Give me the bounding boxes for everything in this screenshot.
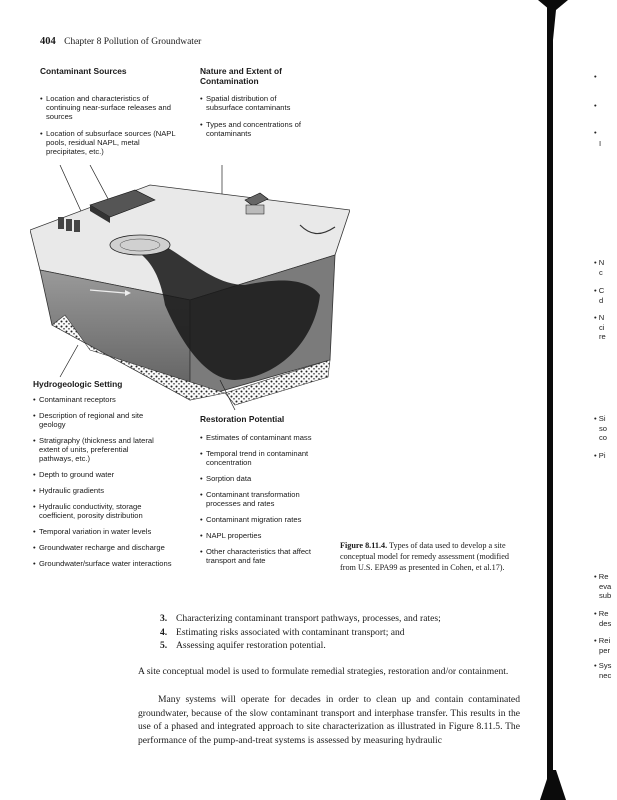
leader-line bbox=[60, 345, 78, 377]
list-item: • Stratigraphy (thickness and lateral extent of units, preferential pathways, etc.) bbox=[33, 436, 164, 463]
right-fragment: des bbox=[599, 619, 612, 628]
figure-caption-text: Types of data used to develop a site conceptual model for remedy assessment (modified from U.S. EPA99 as presented in Cohen, et al.17). bbox=[340, 541, 509, 572]
chapter-title: Chapter 8 Pollution of Groundwater bbox=[64, 37, 202, 47]
surface-pond bbox=[110, 235, 170, 255]
body-paragraph: A site conceptual model is used to formulate remedial strategies, restoration and/or containment. bbox=[138, 666, 509, 677]
list-item: • Description of regional and site geology bbox=[33, 411, 159, 429]
right-fragment: nec bbox=[599, 671, 612, 680]
right-fragment: • Re bbox=[594, 572, 609, 581]
list-item: • Depth to ground water bbox=[33, 470, 193, 479]
restoration-potential-title: Restoration Potential bbox=[200, 414, 285, 424]
right-fragment: • bbox=[594, 128, 597, 137]
site-conceptual-block-diagram bbox=[30, 165, 350, 415]
list-item: • Contaminant migration rates bbox=[200, 515, 330, 524]
storage-tank bbox=[74, 220, 80, 232]
right-fragment: re bbox=[599, 332, 606, 341]
list-item: • Estimates of contaminant mass bbox=[200, 433, 330, 442]
right-fragment: • bbox=[594, 72, 597, 81]
right-fragment: • Pi bbox=[594, 451, 606, 460]
binding-notch-bottom bbox=[540, 770, 566, 800]
list-item: • Location of subsurface sources (NAPL pools, residual NAPL, metal precipitates, etc.) bbox=[40, 129, 176, 156]
list-item: • Location and characteristics of continuing near-surface releases and sources bbox=[40, 94, 174, 121]
binding-shadow bbox=[547, 0, 553, 800]
list-item: • Groundwater recharge and discharge bbox=[33, 543, 193, 552]
list-item: • Other characteristics that affect transport and fate bbox=[200, 547, 334, 565]
running-header bbox=[40, 36, 201, 47]
list-item: • Temporal trend in contaminant concentration bbox=[200, 449, 326, 467]
binding-notch-top bbox=[538, 0, 568, 40]
right-fragment: • Si bbox=[594, 414, 606, 423]
right-fragment: c bbox=[599, 268, 603, 277]
list-item: • Spatial distribution of subsurface contaminants bbox=[200, 94, 310, 112]
figure-caption bbox=[340, 540, 520, 573]
nature-extent-title: Nature and Extent of Contamination bbox=[200, 66, 282, 86]
list-item: • Temporal variation in water levels bbox=[33, 527, 193, 536]
right-fragment: so bbox=[599, 424, 608, 433]
right-fragment: per bbox=[599, 646, 610, 655]
right-fragment: • Re bbox=[594, 609, 609, 618]
contaminant-sources-list bbox=[40, 94, 200, 156]
list-item: 5. Assessing aquifer restoration potential. bbox=[160, 640, 326, 651]
right-fragment: sub bbox=[599, 591, 612, 600]
list-item: • Contaminant receptors bbox=[33, 395, 193, 404]
nature-extent-list bbox=[200, 94, 310, 138]
right-fragment: • bbox=[594, 101, 597, 110]
hydrogeologic-setting-title: Hydrogeologic Setting bbox=[33, 379, 123, 389]
right-fragment: • N bbox=[594, 313, 605, 322]
right-fragment: • C bbox=[594, 286, 605, 295]
storage-tank bbox=[58, 217, 64, 229]
right-fragment: co bbox=[599, 433, 608, 442]
list-item: • Hydraulic gradients bbox=[33, 486, 193, 495]
list-item: • Types and concentrations of contaminants bbox=[200, 120, 314, 138]
right-fragment: d bbox=[599, 296, 604, 305]
restoration-list bbox=[200, 433, 330, 565]
house-wall bbox=[246, 205, 264, 214]
right-fragment: • N bbox=[594, 258, 605, 267]
right-fragment: ci bbox=[599, 323, 605, 332]
contaminant-sources-title: Contaminant Sources bbox=[40, 66, 127, 76]
storage-tank bbox=[66, 219, 72, 231]
right-fragment: eva bbox=[599, 582, 612, 591]
list-item: • Hydraulic conductivity, storage coefficient, porosity distribution bbox=[33, 502, 169, 520]
numbered-list bbox=[160, 612, 441, 653]
list-item: 3. Characterizing contaminant transport pathways, processes, and rates; bbox=[160, 613, 441, 624]
figure-label: Figure 8.11.4. bbox=[340, 541, 388, 550]
list-item: • Contaminant transformation processes and rates bbox=[200, 490, 321, 508]
right-fragment: I bbox=[599, 139, 602, 148]
list-item: • Sorption data bbox=[200, 474, 330, 483]
page-number: 404 bbox=[40, 36, 56, 47]
body-paragraph: Many systems will operate for decades in order to clean up and contain contaminated groundwater, because of the slow contaminant transport and interphase transfer. This results in the use of a phased and integrated approach to site characterization as illustrated in Figure 8.11.5. The performance of the pump-and-treat systems is assessed by measuring hydraulic bbox=[138, 694, 520, 746]
right-fragment: • Sys bbox=[594, 661, 612, 670]
list-item: • NAPL properties bbox=[200, 531, 330, 540]
list-item: 4. Estimating risks associated with contaminant transport; and bbox=[160, 626, 405, 638]
list-item: • Groundwater/surface water interactions bbox=[33, 559, 193, 568]
right-fragment: • Rei bbox=[594, 636, 611, 645]
hydrogeologic-list bbox=[33, 395, 193, 568]
